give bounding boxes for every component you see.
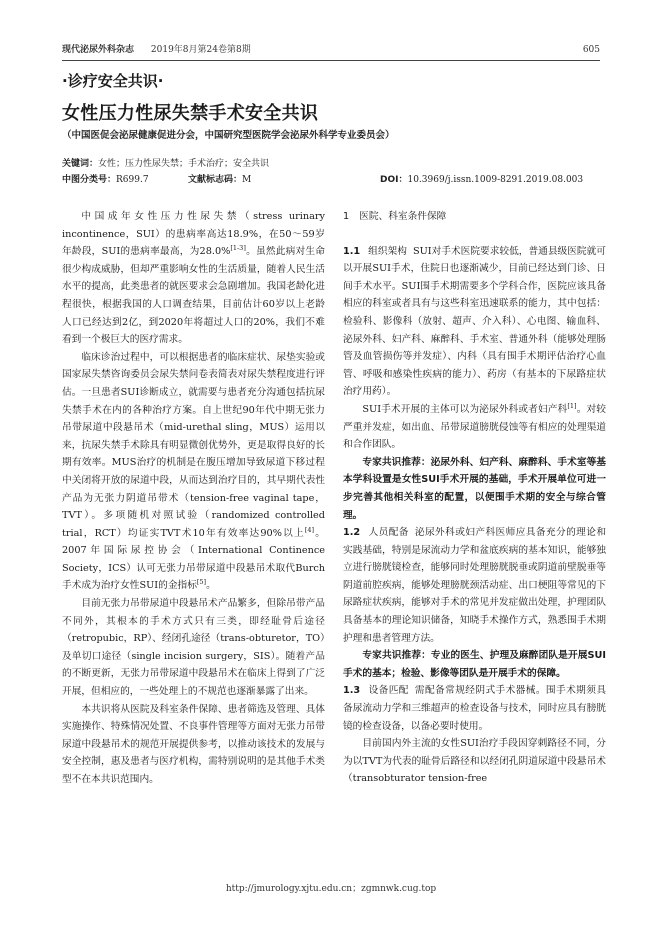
paragraph-scope: 本共识将从医院及科室条件保障、患者筛选及管理、具体实施操作、特殊情况处置、不良事件管理等方面对无张力吊带尿道中段悬吊术的规范开展提供参考，以推动该技术的发展与安全控制，惠及患者与医疗机构，需特别说明的是其他手术类型不在本共识范围内。 (62, 703, 325, 785)
issue-info: 2019年8月第24卷第8期 (150, 45, 251, 55)
subsection-title: 组织架构 (368, 245, 407, 257)
subsection-equipment (343, 682, 606, 735)
column-tag: ·诊疗安全共识· (62, 72, 164, 90)
keywords-label: 关键词： (62, 159, 99, 169)
section-heading (343, 208, 606, 226)
doi-label: DOI： (380, 175, 408, 185)
page-number: 605 (582, 45, 600, 55)
left-column (62, 208, 325, 789)
keywords-line (62, 156, 600, 169)
document-code (188, 172, 251, 185)
class-value: R699.7 (116, 175, 149, 185)
citation: [1-3] (230, 243, 246, 252)
header-rule (62, 60, 600, 61)
doi-value: 10.3969/j.issn.1009-8291.2019.08.003 (407, 175, 584, 185)
section-number: 1 (343, 211, 350, 222)
recommendation-2: 专家共识推荐：专业的医生、护理及麻醉团队是开展SUI手术的基本；检验、影像等团队是开展手术的保障。 (343, 650, 606, 679)
text-run: 。对较严重并发症，如出血、吊带尿道膀胱侵蚀等有相应的处理渠道和合作团队。 (343, 403, 606, 451)
class-number (62, 172, 149, 185)
subsection-organization (343, 243, 606, 401)
subsection-number: 1.1 (343, 245, 361, 257)
paragraph-diagnosis (62, 349, 325, 595)
subsection-title: 设备匹配 (368, 685, 409, 697)
doc-label: 文献标志码： (188, 175, 243, 185)
citation: [4] (304, 525, 315, 534)
subsection-title: 人员配备 (368, 527, 409, 539)
text-run: 。 (206, 580, 216, 592)
running-header (62, 42, 600, 58)
article-title: 女性压力性尿失禁手术安全共识 (62, 103, 319, 124)
paragraph-intro (62, 208, 325, 349)
keywords: 女性；压力性尿失禁；手术治疗；安全共识 (98, 159, 270, 169)
paragraph-departments (343, 401, 606, 454)
subsection-number: 1.3 (343, 685, 361, 697)
text-run: 泌尿外科或妇产科医师应具备充分的理论和实践基础，特别是尿流动力学和盆底疾病的基本知识，能够独立进行膀胱镜检查，能够同时处理膀胱脱垂或阴道前壁脱垂等阴道前腔疾病，能够处理膀胱颈活动症、出口梗阻等常见的下尿路症状疾病，能够对手术的常见并发症做出处理，护理团队具备基本的理论知识储备，知晓手术操作方式，熟悉围手术期护理和患者管理方法。 (343, 527, 607, 644)
text-run: 。虽然此病对生命很少构成威胁，但却严重影响女性的生活质量，随着人民生活水平的提高，此类患者的就医要求会急剧增加。我国老龄化进程很快，根据我国的人口调查结果，目前估计60岁以上老龄人口已经达到2亿，到2020年将超过人口的20%，我们不难看到一个极巨大的医疗需求。 (62, 246, 325, 346)
citation: [5] (196, 578, 207, 587)
footer-url[interactable]: http://jmurology.xjtu.edu.cn；zgmnwk.cug.top (225, 884, 437, 894)
text-run: SUI对手术医院要求较低，普通县级医院就可以开展SUI手术，住院日也逐渐减少，目前已经达到门诊、日间手术水平。SUI围手术期需要多个学科合作，医院应该具备相应的科室或者具有与这些科室迅速联系的能力，其中包括：检验科、影像科（放射、超声、介入科）、心电图、输血科、泌尿外科、妇产科、麻醉科、手术室、普通外科（能够处理肠管及血管损伤等并发症）、内科（具有围手术期评估治疗心血管、呼吸和感染性疾病的能力）、药房（有基本的下尿路症状治疗用药）。 (343, 245, 606, 398)
doc-value: M (242, 175, 252, 185)
right-column (343, 208, 606, 788)
text-run: 中国成年女性压力性尿失禁（stress urinary incontinence，SUI）的患病率高达18.9%，在50～59岁年龄段，SUI的患病率最高，为28.0% (62, 211, 325, 258)
paragraph-approaches: 目前国内外主流的女性SUI治疗手段因穿刺路径不同，分为以TVT为代表的耻骨后路径和以经闭孔阴道尿道中段悬吊术（transobturator tension-free (343, 738, 606, 785)
affiliation: （中国医促会泌尿健康促进分会，中国研究型医院学会泌尿外科学专业委员会） (62, 130, 395, 141)
subsection-staffing (343, 524, 606, 647)
text-run: 需配备常规经阴式手术器械。围手术期须具备尿流动力学和三维超声的检查设备与技术，同时应具有膀胱镜的检查设备，以备必要时使用。 (343, 685, 607, 732)
citation: [1] (567, 401, 577, 410)
section-title: 医院、科室条件保障 (359, 211, 447, 222)
paragraph-surgery-types: 目前无张力吊带尿道中段悬吊术产品繁多，但除吊带产品不同外，其根本的手术方式只有三类，即经耻骨后途径（retropubic，RP）、经闭孔途径（trans-obturetor，TO）及单切口途径（single incision surgery，SIS）。随着产品的不断更新，无张力吊带尿道中段悬吊术在临床上得到了广泛开展，但相应的，一些处理上的不规范也逐渐暴露了出来。 (62, 598, 325, 698)
text-run: SUI手术开展的主体可以为泌尿外科或者妇产科 (362, 403, 568, 415)
recommendation-1: 专家共识推荐：泌尿外科、妇产科、麻醉科、手术室等基本学科设置是女性SUI手术开展的基础，手术开展单位可进一步完善其他相关科室的配置，以便围手术期的安全与综合管理。 (343, 456, 606, 521)
journal-name: 现代泌尿外科杂志 (62, 45, 135, 55)
text-run: 。2007年国际尿控协会（International Continence Society，ICS）认可无张力吊带尿道中段悬吊术取代Burch手术成为治疗女性SUI的金指标 (62, 527, 325, 592)
text-run: 临床诊治过程中，可以根据患者的临床症状、尿垫实验或国家尿失禁咨询委员会尿失禁问卷表简表对尿失禁程度进行评估。一旦患者SUI诊断成立，就需要与患者充分沟通包括抗尿失禁手术在内的各种治疗方案。自上世纪90年代中期无张力吊带尿道中段悬吊术（mid-urethal sling，MUS）运用以来，抗尿失禁手术除具有明显微创优势外，更是取得良好的长期有效率。MUS治疗的机制是在腹压增加导致尿道下移过程中关闭将开放的尿道中段，从而达到治疗目的，其早期代表性产品为无张力阴道吊带术（tension-free vaginal tape，TVT）。多项随机对照试验（randomized controlled trial，RCT）均证实TVT术10年有效率达90%以上 (62, 351, 325, 539)
spacer (343, 226, 606, 243)
subsection-number: 1.2 (343, 527, 361, 539)
class-label: 中图分类号： (62, 175, 117, 185)
classification-line (62, 172, 600, 186)
doi (380, 172, 583, 185)
